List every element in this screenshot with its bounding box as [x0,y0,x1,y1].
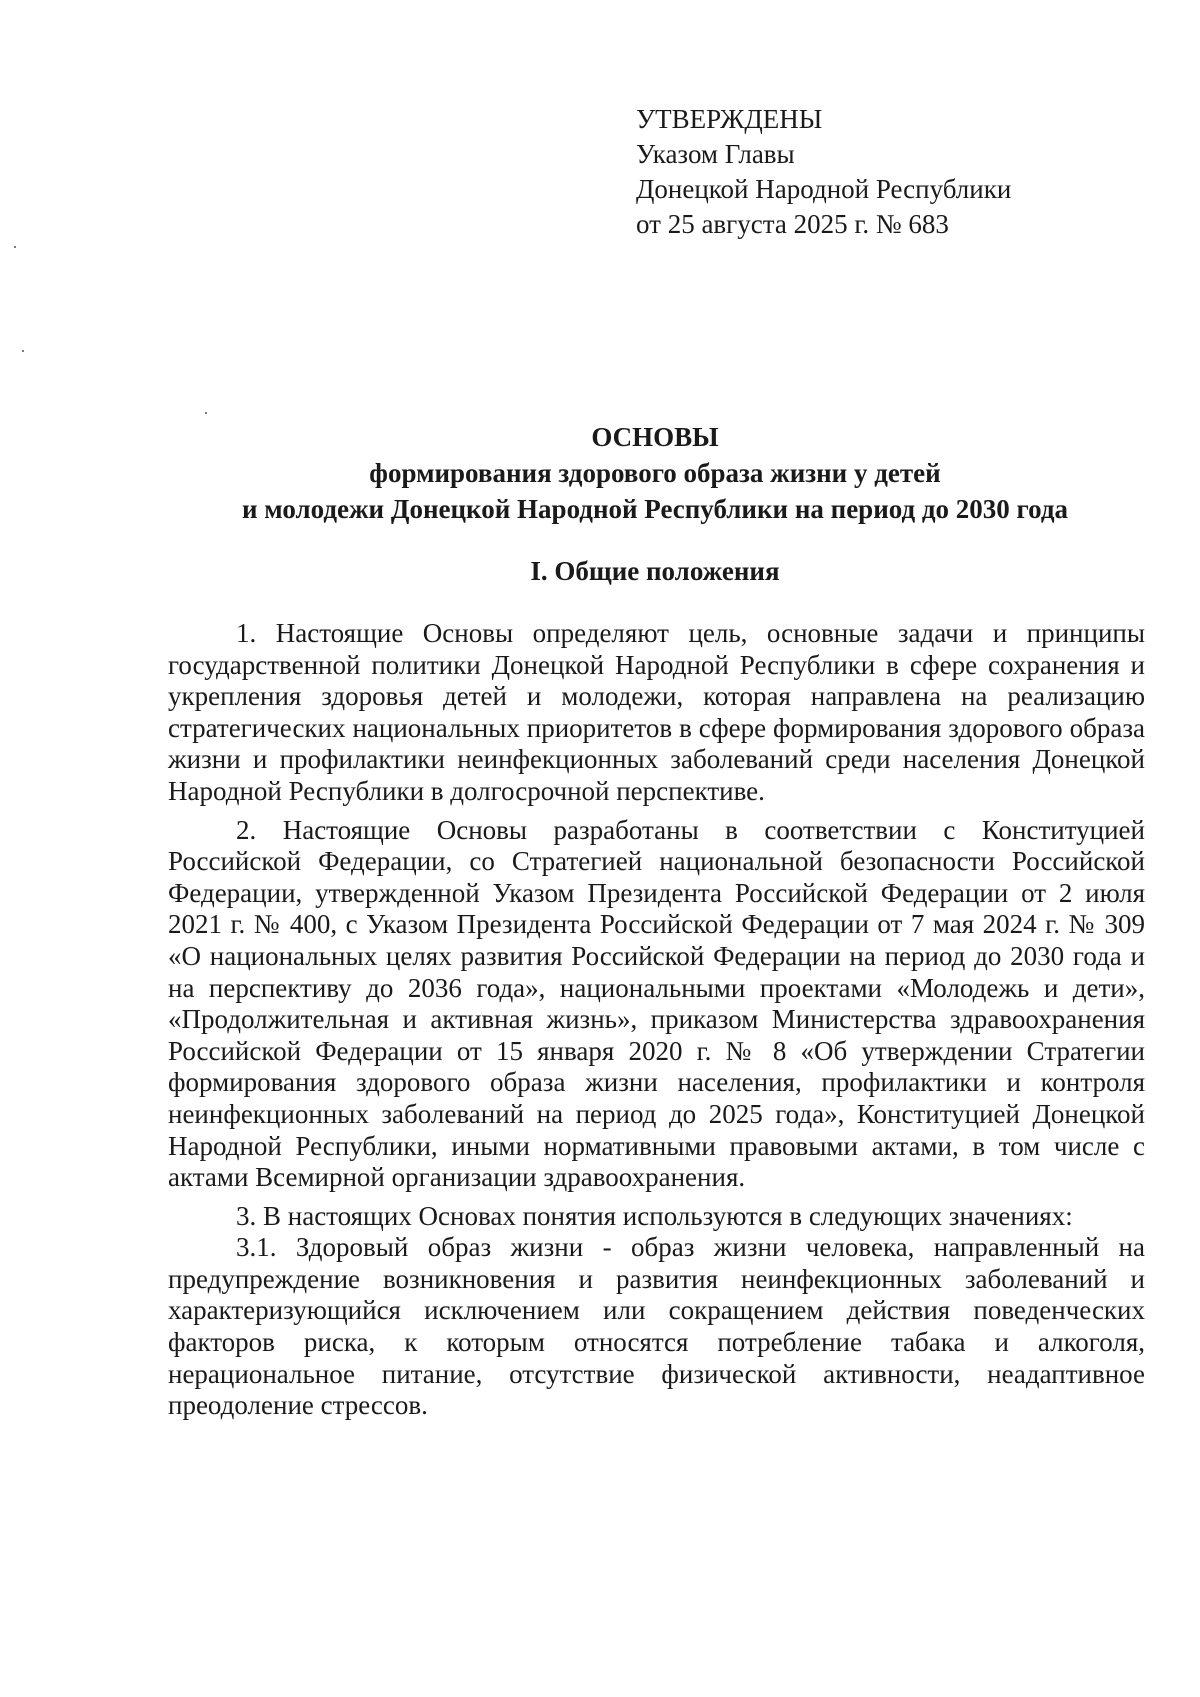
paragraph-3-1: 3.1. Здоровый образ жизни - образ жизни человека, направленный на предупреждение возникновения и развития неинфекционных заболеваний и характеризующийся исключением или сокращением действия поведенческих факторов риска, к которым относятся потребление табака и алкоголя, нерациональное питание, отсутствие физической активности, неадаптивное преодоление стрессов. [168,1232,1145,1421]
paragraph-2: 2. Настоящие Основы разработаны в соответствии с Конституцией Российской Федерации, со Стратегией национальной безопасности Российской Федерации, утвержденной Указом Президента Российской Федерации от 2 июля 2021 г. № 400, с Указом Президента Российской Федерации от 7 мая 2024 г. № 309 «О национальных целях развития Российской Федерации на период до 2030 года и на перспективу до 2036 года», национальными проектами «Молодежь и дети», «Продолжительная и активная жизнь», приказом Министерства здравоохранения Российской Федерации от 15 января 2020 г. № 8 «Об утверждении Стратегии формирования здорового образа жизни населения, профилактики и контроля неинфекционных заболеваний на период до 2025 года», Конституцией Донецкой Народной Республики, иными нормативными правовыми актами, в том числе с актами Всемирной организации здравоохранения. [168,814,1145,1193]
paragraph-3: 3. В настоящих Основах понятия используются в следующих значениях: [236,1200,1073,1231]
scan-artifact-dot [22,350,24,352]
approval-date-line: от 25 августа 2025 г. № 683 [636,209,949,239]
scan-artifact-dot [14,246,16,248]
scan-artifact-dot [205,412,207,414]
approval-block [636,102,1156,242]
document-title-block [160,419,1150,527]
document-body [168,618,1145,1429]
approval-heading: УТВЕРЖДЕНЫ [636,104,823,134]
approval-republic-line: Донецкой Народной Республики [636,174,1012,204]
paragraph-1: 1. Настоящие Основы определяют цель, основные задачи и принципы государственной политики Донецкой Народной Республики в сфере сохранения и укрепления здоровья детей и молодежи, которая направлена на реализацию стратегических национальных приоритетов в сфере формирования здорового образа жизни и профилактики неинфекционных заболеваний среди населения Донецкой Народной Республики в долгосрочной перспективе. [168,618,1145,806]
approval-decree-line: Указом Главы [636,139,795,169]
document-subtitle-line-2: и молодежи Донецкой Народной Республики на период до 2030 года [241,494,1069,524]
document-subtitle-line-1: формирования здорового образа жизни у детей [369,458,941,488]
section-heading: I. Общие положения [530,556,780,586]
document-title: ОСНОВЫ [591,422,719,452]
